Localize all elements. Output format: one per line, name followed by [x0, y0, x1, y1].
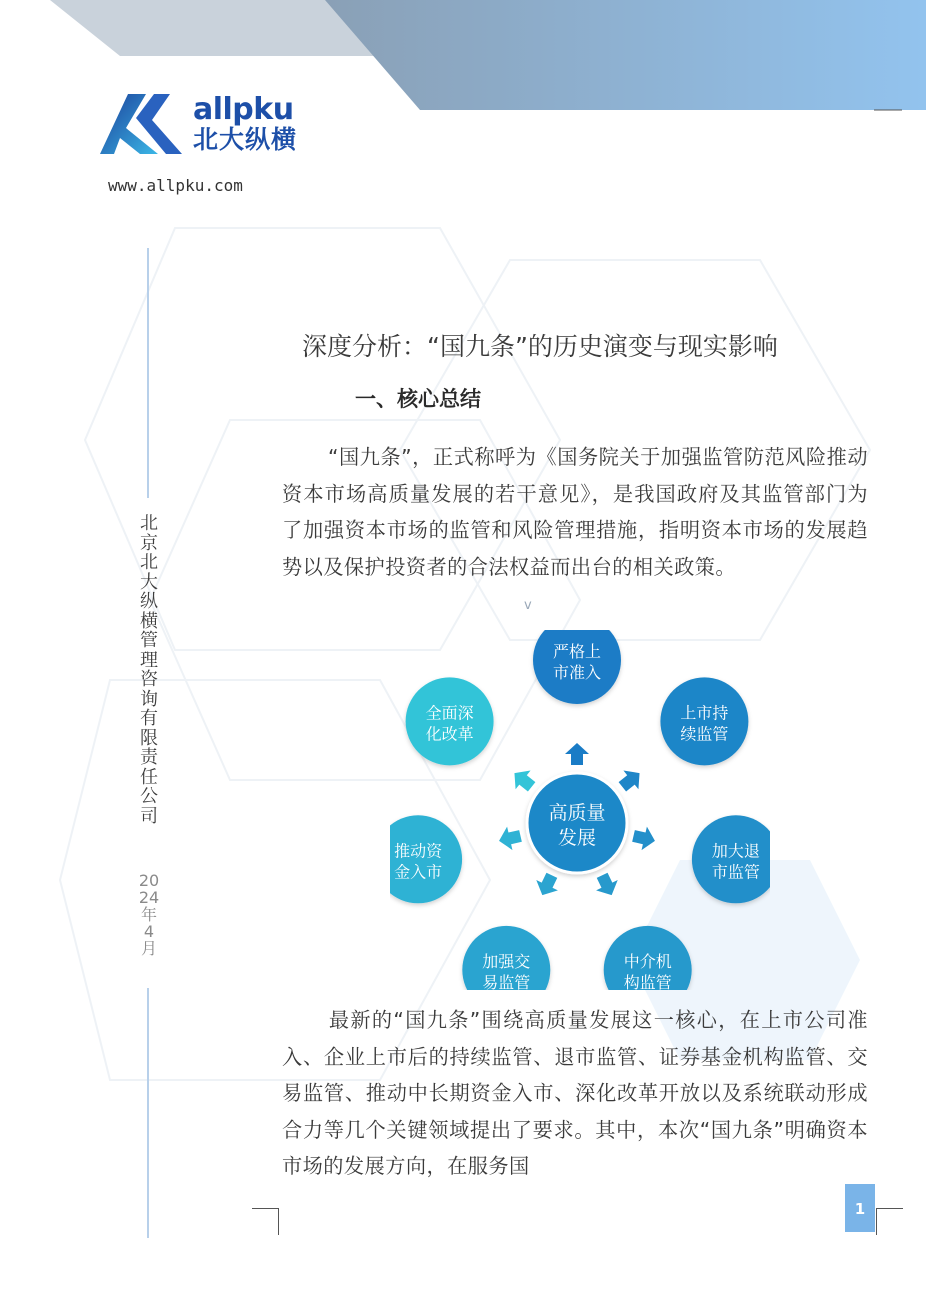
section-heading: 一、核心总结 [355, 387, 481, 411]
diagram-node [604, 926, 692, 990]
page-number: 1 [845, 1184, 875, 1232]
logo-text-cn: 北大纵横 [193, 125, 298, 154]
sidebar-line-bottom [147, 988, 149, 1238]
diagram-arrow [532, 870, 563, 900]
diagram-node-label: 化改革 [425, 724, 474, 744]
diagram-node-label: 市准入 [552, 663, 602, 682]
diagram-node [660, 677, 748, 765]
diagram-node [406, 677, 494, 765]
diagram-arrow [631, 824, 658, 852]
diagram-arrow [591, 870, 622, 900]
diagram-node-label: 中介机 [623, 951, 672, 971]
diagram-node [390, 815, 462, 903]
diagram-node-label: 上市持 [680, 703, 729, 723]
corner-mark-left [252, 1208, 279, 1235]
diagram-node-label: 严格上 [552, 642, 602, 661]
diagram-center-label: 发展 [557, 827, 597, 849]
diagram-node-label: 加大退 [711, 841, 760, 861]
diagram-node-label: 金入市 [394, 862, 443, 882]
diagram-arrow [615, 764, 647, 796]
paragraph-summary-text: 最新的“国九条”围绕高质量发展这一核心，在上市公司准入、企业上市后的持续监管、退市监管、证券基金机构监管、交易监管、推动中长期资金入市、深化改革开放以及系统联动形成合力等几个关键领域提出了要求。其中，本次“国九条”明确资本市场的发展方向，在服务国 [282, 1008, 868, 1179]
paragraph-intro [282, 439, 868, 585]
diagram-node-label: 全面深 [425, 703, 474, 723]
diagram-arrow [565, 743, 589, 765]
diagram-node-label: 市监管 [711, 862, 760, 882]
logo-text-en: allpku [193, 92, 294, 127]
website-url[interactable]: www.allpku.com [108, 176, 243, 195]
document-title: 深度分析：“国九条”的历史演变与现实影响 [302, 332, 778, 361]
diagram-node [692, 815, 770, 903]
diagram-node-label: 加强交 [482, 951, 531, 971]
allpku-logo-icon [98, 88, 198, 158]
sidebar-date: 2024年4月 [138, 871, 160, 958]
stray-mark: v [524, 598, 532, 613]
diagram-node-label: 推动资 [394, 841, 443, 861]
diagram-node-label: 构监管 [623, 972, 672, 990]
diagram-node-label: 易监管 [482, 972, 531, 990]
corner-mark-right [876, 1208, 903, 1235]
paragraph-intro-text: “国九条”，正式称呼为《国务院关于加强监管防范风险推动资本市场高质量发展的若干意见》，是我国政府及其监管部门为了加强资本市场的监管和风险管理措施，指明资本市场的发展趋势以及保护投资者的合法权益而出台的相关政策。 [282, 445, 868, 579]
sidebar-company-name: 北京北大纵横管理咨询有限责任公司 [140, 513, 158, 827]
paragraph-summary [282, 1002, 868, 1182]
diagram-node [462, 926, 550, 990]
diagram-node [533, 630, 621, 704]
policy-diagram [390, 630, 770, 990]
diagram-arrow [507, 764, 539, 796]
diagram-node-label: 续监管 [680, 724, 729, 744]
diagram-arrow [496, 824, 523, 852]
diagram-center [527, 773, 627, 873]
sidebar-line-top [147, 248, 149, 498]
diagram-center-label: 高质量 [548, 802, 606, 824]
